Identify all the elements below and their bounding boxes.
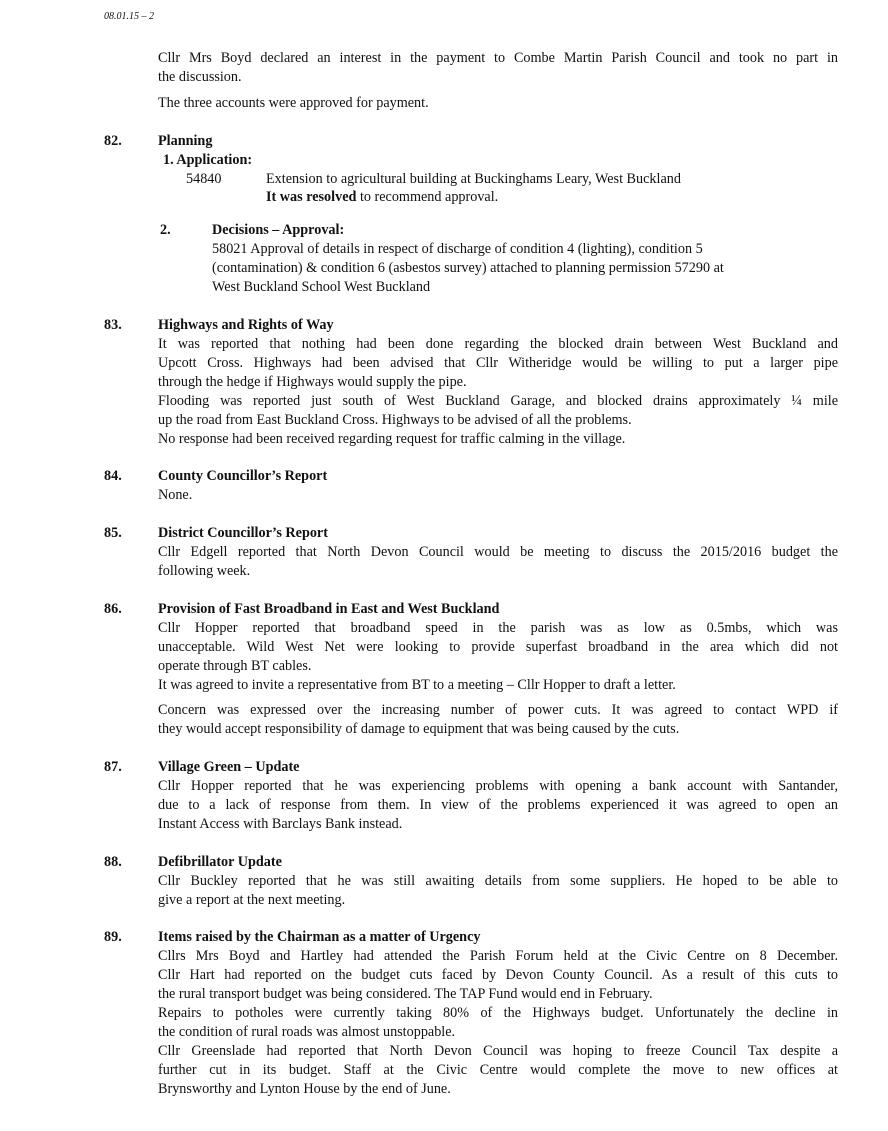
heading-defibrillator: Defibrillator Update: [158, 854, 282, 870]
heading-highways: Highways and Rights of Way: [158, 317, 334, 333]
defibrillator-line-1: Cllr Buckley reported that he was still awaiting details from some suppliers. He hoped to be able to: [158, 873, 838, 889]
broadband-line-6: they would accept responsibility of damage to equipment that was being caused by the cuts.: [158, 721, 680, 737]
item-number-89: 89.: [104, 929, 122, 945]
county-report-text: None.: [158, 487, 193, 503]
application-description: Extension to agricultural building at Buckinghams Leary, West Buckland: [266, 171, 681, 187]
intro-line-1: Cllr Mrs Boyd declared an interest in the payment to Combe Martin Parish Council and took no part in: [158, 50, 838, 66]
item-number-85: 85.: [104, 525, 122, 541]
highways-line-1: It was reported that nothing had been done regarding the blocked drain between West Buckland and: [158, 336, 838, 352]
heading-district-report: District Councillor’s Report: [158, 525, 328, 541]
heading-planning: Planning: [158, 133, 213, 149]
urgency-line-4: Repairs to potholes were currently taking 80% of the Highways budget. Unfortunately the decline in: [158, 1005, 838, 1021]
item-number-82: 82.: [104, 133, 122, 149]
application-resolution: [266, 188, 498, 207]
highways-line-3: through the hedge if Highways would supply the pipe.: [158, 374, 467, 390]
district-line-1: Cllr Edgell reported that North Devon Council would be meeting to discuss the 2015/2016 budget the: [158, 544, 838, 560]
resolution-bold: It was resolved: [266, 189, 357, 205]
district-line-2: following week.: [158, 563, 251, 579]
village-green-line-1: Cllr Hopper reported that he was experiencing problems with opening a bank account with Santander,: [158, 778, 838, 794]
village-green-line-2: due to a lack of response from them. In view of the problems experienced it was agreed to open an: [158, 797, 838, 813]
urgency-line-5: the condition of rural roads was almost unstoppable.: [158, 1024, 456, 1040]
broadband-line-3: operate through BT cables.: [158, 658, 312, 674]
decision-line-2: (contamination) & condition 6 (asbestos survey) attached to planning permission 57290 at: [212, 260, 724, 276]
heading-village-green: Village Green – Update: [158, 759, 300, 775]
urgency-line-3: the rural transport budget was being considered. The TAP Fund would end in February.: [158, 986, 653, 1002]
item-number-87: 87.: [104, 759, 122, 775]
heading-broadband: Provision of Fast Broadband in East and West Buckland: [158, 601, 500, 617]
urgency-line-2: Cllr Hart had reported on the budget cuts faced by Devon County Council. As a result of this cuts to: [158, 967, 838, 983]
application-label: 1. Application:: [163, 152, 253, 168]
decisions-label: Decisions – Approval:: [212, 222, 345, 238]
item-number-83: 83.: [104, 317, 122, 333]
heading-urgency-items: Items raised by the Chairman as a matter of Urgency: [158, 929, 481, 945]
urgency-line-8: Brynsworthy and Lynton House by the end of June.: [158, 1081, 451, 1097]
highways-line-6: No response had been received regarding request for traffic calming in the village.: [158, 431, 626, 447]
intro-line-2: the discussion.: [158, 69, 242, 85]
page-reference: 08.01.15 – 2: [104, 11, 154, 22]
item-number-84: 84.: [104, 468, 122, 484]
heading-county-report: County Councillor’s Report: [158, 468, 328, 484]
decision-line-3: West Buckland School West Buckland: [212, 279, 431, 295]
urgency-line-1: Cllrs Mrs Boyd and Hartley had attended the Parish Forum held at the Civic Centre on 8 December.: [158, 948, 838, 964]
intro-line-3: The three accounts were approved for payment.: [158, 95, 429, 111]
decision-line-1: 58021 Approval of details in respect of discharge of condition 4 (lighting), condition 5: [212, 241, 703, 257]
broadband-line-5: Concern was expressed over the increasing number of power cuts. It was agreed to contact WPD if: [158, 702, 838, 718]
highways-line-4: Flooding was reported just south of West Buckland Garage, and blocked drains approximately ¼ mile: [158, 393, 838, 409]
defibrillator-line-2: give a report at the next meeting.: [158, 892, 346, 908]
village-green-line-3: Instant Access with Barclays Bank instead.: [158, 816, 403, 832]
urgency-line-7: further cut in its budget. Staff at the Civic Centre would complete the move to new offices at: [158, 1062, 838, 1078]
highways-line-5: up the road from East Buckland Cross. Highways to be advised of all the problems.: [158, 412, 632, 428]
broadband-line-4: It was agreed to invite a representative from BT to a meeting – Cllr Hopper to draft a letter.: [158, 677, 676, 693]
urgency-line-6: Cllr Greenslade had reported that North Devon Council was hoping to freeze Council Tax despite a: [158, 1043, 838, 1059]
broadband-line-2: unacceptable. Wild West Net were looking to provide superfast broadband in the area which did not: [158, 639, 838, 655]
broadband-line-1: Cllr Hopper reported that broadband speed in the parish was as low as 0.5mbs, which was: [158, 620, 838, 636]
application-reference: 54840: [186, 171, 222, 187]
item-number-88: 88.: [104, 854, 122, 870]
item-number-86: 86.: [104, 601, 122, 617]
decisions-number: 2.: [160, 222, 171, 238]
highways-line-2: Upcott Cross. Highways had been advised that Cllr Witheridge would be willing to put a larger pipe: [158, 355, 838, 371]
resolution-rest: to recommend approval.: [356, 189, 499, 205]
